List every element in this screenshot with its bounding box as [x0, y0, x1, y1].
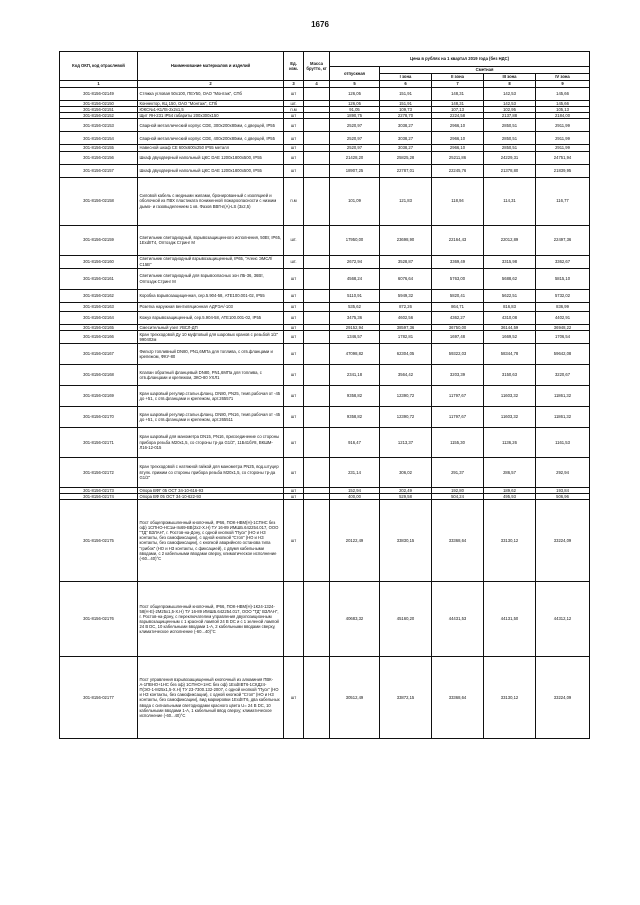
item-unit: шт: [284, 145, 304, 151]
price-release: 535,62: [330, 302, 380, 311]
table-row: [60, 311, 590, 324]
item-mass: [304, 311, 330, 324]
item-name: Кран шаровый регулир.стальн.фланц. DN80, PN25, темп.рабочая от -45 до +51, с отв.фланцами и крепежом, арт.265571: [138, 385, 284, 406]
item-name: Кран трехходовой с натяжной гайкой для манометра PN25, вод.штуцер втулк. прижим со стороны прибора резьба M20х1,5, со стороны тр-да G1/2": [138, 457, 284, 487]
price-zone-3: 142,53: [484, 88, 536, 101]
item-code: 301-8156-02170: [60, 406, 138, 427]
item-unit: п.м: [284, 107, 304, 113]
price-zone-2: 118,94: [432, 177, 484, 225]
item-mass: [304, 406, 330, 427]
table-row: [60, 385, 590, 406]
item-unit: шт: [284, 343, 304, 364]
price-zone-1: 6076,64: [380, 268, 432, 289]
price-zone-3: 11603,32: [484, 385, 536, 406]
item-name: Сварной металлический корпус CDE, 400х200х80мм, с дверцей, IP55: [138, 132, 284, 145]
price-zone-2: 2224,58: [432, 113, 484, 119]
price-zone-2: 107,13: [432, 107, 484, 113]
price-zone-4: 33224,09: [536, 656, 590, 738]
item-unit: шт.: [284, 255, 304, 268]
price-zone-3: 142,53: [484, 101, 536, 107]
item-name: Кожух взрывозащищенный, сер.5.904-58, АТЕ100.001-02, IP55: [138, 311, 284, 324]
item-name: Стяжка угловая 50х100, ПЕУ50, ОАО "Монтаж", СПб: [138, 88, 284, 101]
item-name: Шкаф двухдверный напольный ЦКС DAE 1200х1800х500, IP55: [138, 164, 284, 177]
header-price-title: Цена в рублях на 1 квартал 2019 года (без НДС): [330, 52, 590, 67]
price-zone-2: 3369,49: [432, 255, 484, 268]
price-zone-1: 151,91: [380, 88, 432, 101]
table-row: [60, 427, 590, 457]
table-row: [60, 581, 590, 656]
item-code: 301-8156-02158: [60, 177, 138, 225]
item-code: 301-8156-02168: [60, 364, 138, 385]
header-name: Наименование материалов и изделий: [138, 52, 284, 81]
item-unit: шт: [284, 656, 304, 738]
index-cell: 8: [484, 81, 536, 88]
item-code: 301-8156-02155: [60, 145, 138, 151]
item-mass: [304, 457, 330, 487]
header-mass: Масса брутто, кг: [304, 52, 330, 81]
price-zone-4: 105,13: [536, 107, 590, 113]
price-zone-2: 192,80: [432, 487, 484, 493]
table-row: [60, 88, 590, 101]
price-zone-3: 21378,80: [484, 164, 536, 177]
price-zone-1: 872,26: [380, 302, 432, 311]
price-zone-4: 1706,54: [536, 330, 590, 343]
item-mass: [304, 119, 330, 132]
price-zone-4: 5732,02: [536, 289, 590, 302]
price-zone-2: 22164,43: [432, 225, 484, 255]
price-zone-2: 11797,67: [432, 406, 484, 427]
item-mass: [304, 151, 330, 164]
price-zone-3: 22012,89: [484, 225, 536, 255]
price-release: 1890,75: [330, 113, 380, 119]
table-row: [60, 132, 590, 145]
price-zone-1: 33872,15: [380, 656, 432, 738]
price-zone-4: 1161,53: [536, 427, 590, 457]
item-unit: шт: [284, 364, 304, 385]
item-unit: шт: [284, 268, 304, 289]
price-zone-4: 59642,08: [536, 343, 590, 364]
price-zone-1: 4602,56: [380, 311, 432, 324]
item-unit: шт.: [284, 101, 304, 107]
table-row: [60, 255, 590, 268]
index-cell: 2: [138, 81, 284, 88]
table-row: [60, 343, 590, 364]
price-release: 2520,97: [330, 119, 380, 132]
table-row: [60, 406, 590, 427]
price-zone-2: 864,71: [432, 302, 484, 311]
header-code: Код ОКП, код отраслевой: [60, 52, 138, 81]
price-zone-2: 2966,10: [432, 145, 484, 151]
price-release: 152,94: [330, 487, 380, 493]
item-code: 301-8156-02167: [60, 343, 138, 364]
price-release: 40683,32: [330, 581, 380, 656]
item-name: Силовой кабель с медными жилами, бронированный с изоляцией и оболочкой из ПВХ пластиката пониженной пожароопасности с низким дымо- и газовыделением 1 кв. Фазов ВВГнг(А)-LS (3х2,5): [138, 177, 284, 225]
price-zone-1: 202,49: [380, 487, 432, 493]
item-name: Сварной металлический корпус CDE, 300х200х80мм, с дверцей, IP55: [138, 119, 284, 132]
item-code: 301-8156-02152: [60, 113, 138, 119]
item-code: 301-8156-02172: [60, 457, 138, 487]
item-name: Коробка взрывозащищенная, сер.5.904-58, АТЕ100.001-02, IP55: [138, 289, 284, 302]
price-zone-3: 5688,62: [484, 268, 536, 289]
table-row: [60, 364, 590, 385]
item-code: 301-8156-02154: [60, 132, 138, 145]
price-zone-1: 151,91: [380, 101, 432, 107]
price-zone-4: 145,66: [536, 101, 590, 107]
price-release: 91,05: [330, 107, 380, 113]
price-zone-4: 5815,10: [536, 268, 590, 289]
price-zone-1: 12390,72: [380, 385, 432, 406]
price-release: 400,00: [330, 493, 380, 499]
table-row: [60, 164, 590, 177]
item-unit: шт: [284, 385, 304, 406]
price-zone-1: 12390,72: [380, 406, 432, 427]
price-zone-2: 148,31: [432, 88, 484, 101]
item-unit: шт: [284, 151, 304, 164]
item-mass: [304, 255, 330, 268]
item-code: 301-8156-02151: [60, 107, 138, 113]
item-mass: [304, 302, 330, 311]
item-code: 301-8156-02175: [60, 499, 138, 581]
price-zone-1: 529,58: [380, 493, 432, 499]
index-cell: 1: [60, 81, 138, 88]
item-mass: [304, 330, 330, 343]
item-name: Опора ВФГ 05 ОСТ 34-10-616-93: [138, 487, 284, 493]
table-row: [60, 499, 590, 581]
item-name: Фильтр топливный DN80, PN1,6МПа для топлива, с отв.фланцами и крепежом, ФКУ-80: [138, 343, 284, 364]
item-unit: шт: [284, 289, 304, 302]
price-zone-1: 33830,15: [380, 499, 432, 581]
index-cell: 7: [432, 81, 484, 88]
item-name: Кран шаровый регулир.стальн.фланц. DN80, PN16, темп.рабочая от -45 до +51, с отв.фланцами и крепежом, арт.265511: [138, 406, 284, 427]
item-name: Кран трехходовой Ду 10 муфтовый для шаровых кранов с резьбой 1/2" 990402м: [138, 330, 284, 343]
item-unit: шт: [284, 132, 304, 145]
header-zone-2: II зона: [432, 74, 484, 81]
price-zone-1: 62304,05: [380, 343, 432, 364]
price-release: 18907,25: [330, 164, 380, 177]
price-zone-3: 114,31: [484, 177, 536, 225]
price-release: 20122,49: [330, 499, 380, 581]
price-zone-4: 21839,95: [536, 164, 590, 177]
item-unit: шт: [284, 324, 304, 330]
item-code: 301-8156-02174: [60, 493, 138, 499]
price-zone-2: 3203,39: [432, 364, 484, 385]
price-zone-3: 1136,26: [484, 427, 536, 457]
price-zone-3: 2850,51: [484, 119, 536, 132]
table-row: [60, 119, 590, 132]
item-code: 301-8156-02161: [60, 268, 138, 289]
price-zone-1: 121,83: [380, 177, 432, 225]
price-zone-2: 36750,00: [432, 324, 484, 330]
table-row: [60, 330, 590, 343]
price-zone-2: 11797,67: [432, 385, 484, 406]
item-unit: шт: [284, 330, 304, 343]
price-zone-2: 33368,64: [432, 499, 484, 581]
price-release: 9358,82: [330, 406, 380, 427]
item-mass: [304, 177, 330, 225]
price-zone-2: 2966,10: [432, 132, 484, 145]
price-zone-4: 3362,67: [536, 255, 590, 268]
price-release: 4568,24: [330, 268, 380, 289]
table-row: [60, 302, 590, 311]
item-name: Клапан обратный фланцевый DN80, PN1,6МПа для топлива, с отв.фланцами и крепежом, ЗКО-80 УХЛ1: [138, 364, 284, 385]
item-unit: шт: [284, 499, 304, 581]
item-unit: шт: [284, 457, 304, 487]
item-name: Навесной шкаф CE 600х600х250 IP55 металл: [138, 145, 284, 151]
table-row: [60, 177, 590, 225]
item-code: 301-8156-02149: [60, 88, 138, 101]
price-zone-2: 2966,10: [432, 119, 484, 132]
price-zone-4: 11861,32: [536, 406, 590, 427]
item-name: Шкаф двухдверный напольный ЦКС DAE 1200х1800х500, IP55: [138, 151, 284, 164]
item-name: Кран шаровый для манометра DN15, PN16, присоединение со стороны прибора резьба M20х1,5, со стороны тр-да G1/2", 11Б41бУ8, ВКШМ-Л16-12-015: [138, 427, 284, 457]
price-zone-1: 1213,37: [380, 427, 432, 457]
price-zone-4: 836,99: [536, 302, 590, 311]
item-unit: шт: [284, 164, 304, 177]
price-zone-2: 1697,48: [432, 330, 484, 343]
price-zone-4: 2911,99: [536, 145, 590, 151]
item-code: 301-8156-02156: [60, 151, 138, 164]
price-zone-3: 495,93: [484, 493, 536, 499]
index-cell: 9: [536, 81, 590, 88]
header-unit: Ед. изм.: [284, 52, 304, 81]
item-code: 301-8156-02173: [60, 487, 138, 493]
item-name: Пост общепромышленный кнопочный, IP66, ПОК-НВМ(Н)-1СПНС без оф) 1СПНО-НС1м-IIх69-ВВ(2х2-Х.Н) ТУ 16-89 ИМШБ.642254.017, ООО "ТД" ВЗЛАН", г. Ростов-на-Дону, с одной кнопкой "Пуск" (НО и НЗ контакты, без самофиксации), с одной кнопкой "Стоп" (НО и НЗ контакты, без самофиксации), с кнопкой аварийного останова типа "грибок" (НО и НЗ контакты, с фиксацией), с двумя кабельными вводами, с 2 кабельными вводами сверху, климатическое исполнение (-60...40)°С: [138, 499, 284, 581]
price-zone-4: 2184,00: [536, 113, 590, 119]
item-mass: [304, 268, 330, 289]
price-release: 126,05: [330, 88, 380, 101]
price-zone-3: 2850,51: [484, 132, 536, 145]
index-cell: 4: [304, 81, 330, 88]
price-zone-2: 44431,53: [432, 581, 484, 656]
price-zone-2: 59322,03: [432, 343, 484, 364]
table-row: [60, 656, 590, 738]
price-zone-3: 44131,50: [484, 581, 536, 656]
price-zone-2: 291,37: [432, 457, 484, 487]
price-zone-2: 22245,76: [432, 164, 484, 177]
price-zone-4: 292,94: [536, 457, 590, 487]
item-unit: шт: [284, 119, 304, 132]
price-zone-1: 3564,42: [380, 364, 432, 385]
item-unit: шт: [284, 406, 304, 427]
price-zone-4: 24751,94: [536, 151, 590, 164]
price-zone-4: 193,84: [536, 487, 590, 493]
page-number: 1676: [311, 20, 329, 29]
item-name: Коннектор, КЦ 150, ОАО "Монтаж", СПб: [138, 101, 284, 107]
price-zone-3: 11603,32: [484, 406, 536, 427]
item-mass: [304, 225, 330, 255]
price-zone-3: 189,62: [484, 487, 536, 493]
table-row: [60, 457, 590, 487]
item-code: 301-8156-02159: [60, 225, 138, 255]
price-zone-3: 3315,98: [484, 255, 536, 268]
price-release: 9358,82: [330, 385, 380, 406]
price-zone-3: 24229,31: [484, 151, 536, 164]
price-release: 126,05: [330, 101, 380, 107]
item-name: Опора ВФ 05 ОСТ 34-10-622-93: [138, 493, 284, 499]
table-row: [60, 268, 590, 289]
price-zone-2: 504,24: [432, 493, 484, 499]
price-zone-3: 286,57: [484, 457, 536, 487]
price-zone-3: 2137,88: [484, 113, 536, 119]
item-code: 301-8156-02166: [60, 330, 138, 343]
price-zone-3: 3150,63: [484, 364, 536, 385]
item-name: Светильник светодиодный, взрывозащищенного исполнения, 50Вт, IP65, 1ExdIIT4, Оптоэдж Стринг М: [138, 225, 284, 255]
item-code: 301-8156-02157: [60, 164, 138, 177]
price-zone-2: 5820,41: [432, 289, 484, 302]
price-zone-1: 25825,28: [380, 151, 432, 164]
header-smeta: Сметная: [380, 67, 590, 74]
price-zone-3: 102,95: [484, 107, 536, 113]
price-zone-4: 3220,67: [536, 364, 590, 385]
price-zone-4: 44312,12: [536, 581, 590, 656]
item-unit: шт: [284, 88, 304, 101]
item-unit: шт: [284, 302, 304, 311]
price-zone-1: 1782,81: [380, 330, 432, 343]
item-mass: [304, 656, 330, 738]
price-release: 2520,97: [330, 145, 380, 151]
item-code: 301-8156-02164: [60, 311, 138, 324]
price-zone-1: 22787,01: [380, 164, 432, 177]
item-code: 301-8156-02160: [60, 255, 138, 268]
price-release: 17950,00: [330, 225, 380, 255]
price-zone-4: 33224,09: [536, 499, 590, 581]
item-name: Пост управления взрывозащищенный кнопочный из алюминия ПВК-А-1ПВНО+1НС без оф) 1СПНО+1НС без оф) 1ЕxdIIBТ6-1СКД24-П(ЭО-1-М25х1,5-Х.Н) ТУ 23-7300.132-2007, с одной кнопкой "Пуск" (НО и НЗ контакты, без самофиксации), с одной кнопкой "Стоп" (НО и НЗ контакты, без самофиксации), вид маркировки 1ExdIIT6, два кабельных ввода с сигнальными светодиодами красного цвета U= 24 В DC, 10 кабельными вводами 1-А, 1 кабельный ввод сверху; климатическое исполнение (-60...40)°С: [138, 656, 284, 738]
item-mass: [304, 289, 330, 302]
price-zone-3: 2850,51: [484, 145, 536, 151]
price-zone-4: 2911,99: [536, 119, 590, 132]
price-zone-1: 45160,20: [380, 581, 432, 656]
price-zone-4: 145,66: [536, 88, 590, 101]
price-zone-4: 4402,91: [536, 311, 590, 324]
price-release: 29152,94: [330, 324, 380, 330]
price-release: 47098,82: [330, 343, 380, 364]
item-name: Щит ЯН-231 IP54 габариты 200х300х150: [138, 113, 284, 119]
price-release: 2520,97: [330, 132, 380, 145]
price-zone-3: 33130,12: [484, 499, 536, 581]
price-zone-4: 11861,32: [536, 385, 590, 406]
item-mass: [304, 364, 330, 385]
price-release: 30512,49: [330, 656, 380, 738]
price-zone-4: 2911,99: [536, 132, 590, 145]
price-zone-2: 1155,30: [432, 427, 484, 457]
price-zone-1: 3038,27: [380, 145, 432, 151]
item-unit: п.м: [284, 177, 304, 225]
price-zone-3: 816,83: [484, 302, 536, 311]
price-table: [59, 51, 590, 739]
item-name: Пост общепромышленный кнопочный, IP66, ПОК-НВМ(Н)-1К24-1324-58(Н-Е)-2М25х1,5-Х.Н) ТУ 16-89 ИМШБ.642254.017, ООО "ТД" ВЗЛАН", г. Ростов-на-Дону, с переключателем управления двухпозиционным взрывозащищенным с 1 красной лампой 24 В DC и с 1 зеленой лампой 24 В DC, 10 кабельными вводами 1-А, 2 кабельными вводами сверху, климатическое исполнение (-60...40)°С: [138, 581, 284, 656]
price-zone-3: 36144,59: [484, 324, 536, 330]
price-zone-2: 148,31: [432, 101, 484, 107]
item-mass: [304, 499, 330, 581]
item-code: 301-8156-02162: [60, 289, 138, 302]
item-code: 301-8156-02153: [60, 119, 138, 132]
item-mass: [304, 164, 330, 177]
item-code: 301-8156-02177: [60, 656, 138, 738]
item-name: Смесительный узел УВСЛ-ДП: [138, 324, 284, 330]
price-zone-2: 33368,64: [432, 656, 484, 738]
price-release: 5110,91: [330, 289, 380, 302]
price-release: 916,47: [330, 427, 380, 457]
price-release: 1346,57: [330, 330, 380, 343]
table-row: [60, 289, 590, 302]
price-release: 21428,20: [330, 151, 380, 164]
item-unit: шт: [284, 311, 304, 324]
item-code: 301-8156-02150: [60, 101, 138, 107]
table-row: [60, 151, 590, 164]
item-mass: [304, 427, 330, 457]
index-cell: 6: [380, 81, 432, 88]
item-code: 301-8156-02176: [60, 581, 138, 656]
item-name: Светильник светодиодный для взрывоопасных зон ЛБ-36, 36Вт, Оптоэдж Стринг М: [138, 268, 284, 289]
price-zone-1: 3038,27: [380, 119, 432, 132]
header-release: отпускная: [330, 67, 380, 81]
item-code: 301-8156-02165: [60, 324, 138, 330]
price-zone-1: 5949,32: [380, 289, 432, 302]
price-zone-3: 5622,51: [484, 289, 536, 302]
price-zone-1: 3528,87: [380, 255, 432, 268]
index-cell: 5: [330, 81, 380, 88]
item-unit: [284, 581, 304, 656]
price-zone-4: 116,77: [536, 177, 590, 225]
item-unit: шт: [284, 487, 304, 493]
price-zone-3: 1669,52: [484, 330, 536, 343]
price-zone-2: 4362,27: [432, 311, 484, 324]
price-zone-2: 25211,86: [432, 151, 484, 164]
price-release: 3475,36: [330, 311, 380, 324]
header-zone-4: IV зона: [536, 74, 590, 81]
item-mass: [304, 88, 330, 101]
price-zone-3: 33130,12: [484, 656, 536, 738]
header-zone-3: III зона: [484, 74, 536, 81]
index-cell: 3: [284, 81, 304, 88]
price-zone-1: 38597,36: [380, 324, 432, 330]
item-name: Светильник светодиодный взрывозащищенный, IP65, "Агеис ЭМСЛ/С15В": [138, 255, 284, 268]
item-unit: шт: [284, 493, 304, 499]
price-zone-4: 36948,22: [536, 324, 590, 330]
price-release: 101,09: [330, 177, 380, 225]
price-zone-4: 22497,36: [536, 225, 590, 255]
header-zone-1: I зона: [380, 74, 432, 81]
price-zone-1: 23698,90: [380, 225, 432, 255]
price-release: 2341,18: [330, 364, 380, 385]
item-mass: [304, 385, 330, 406]
price-zone-2: 5763,00: [432, 268, 484, 289]
item-unit: шт.: [284, 225, 304, 255]
table-row: [60, 225, 590, 255]
price-release: 231,14: [330, 457, 380, 487]
item-mass: [304, 132, 330, 145]
price-zone-1: 306,02: [380, 457, 432, 487]
item-unit: шт: [284, 113, 304, 119]
item-mass: [304, 581, 330, 656]
price-zone-1: 3038,27: [380, 132, 432, 145]
price-zone-3: 4310,08: [484, 311, 536, 324]
item-unit: шт: [284, 427, 304, 457]
price-zone-4: 506,96: [536, 493, 590, 499]
price-zone-3: 58344,78: [484, 343, 536, 364]
item-code: 301-8156-02171: [60, 427, 138, 457]
price-zone-1: 109,73: [380, 107, 432, 113]
item-name: Розетка наружная вентиляционная АДРЭА/-103: [138, 302, 284, 311]
price-release: 2672,94: [330, 255, 380, 268]
item-code: 301-8156-02163: [60, 302, 138, 311]
item-code: 301-8156-02169: [60, 385, 138, 406]
item-mass: [304, 343, 330, 364]
price-zone-1: 2278,70: [380, 113, 432, 119]
item-name: ЮКС№1-К1ЛS-2х2х1,5: [138, 107, 284, 113]
